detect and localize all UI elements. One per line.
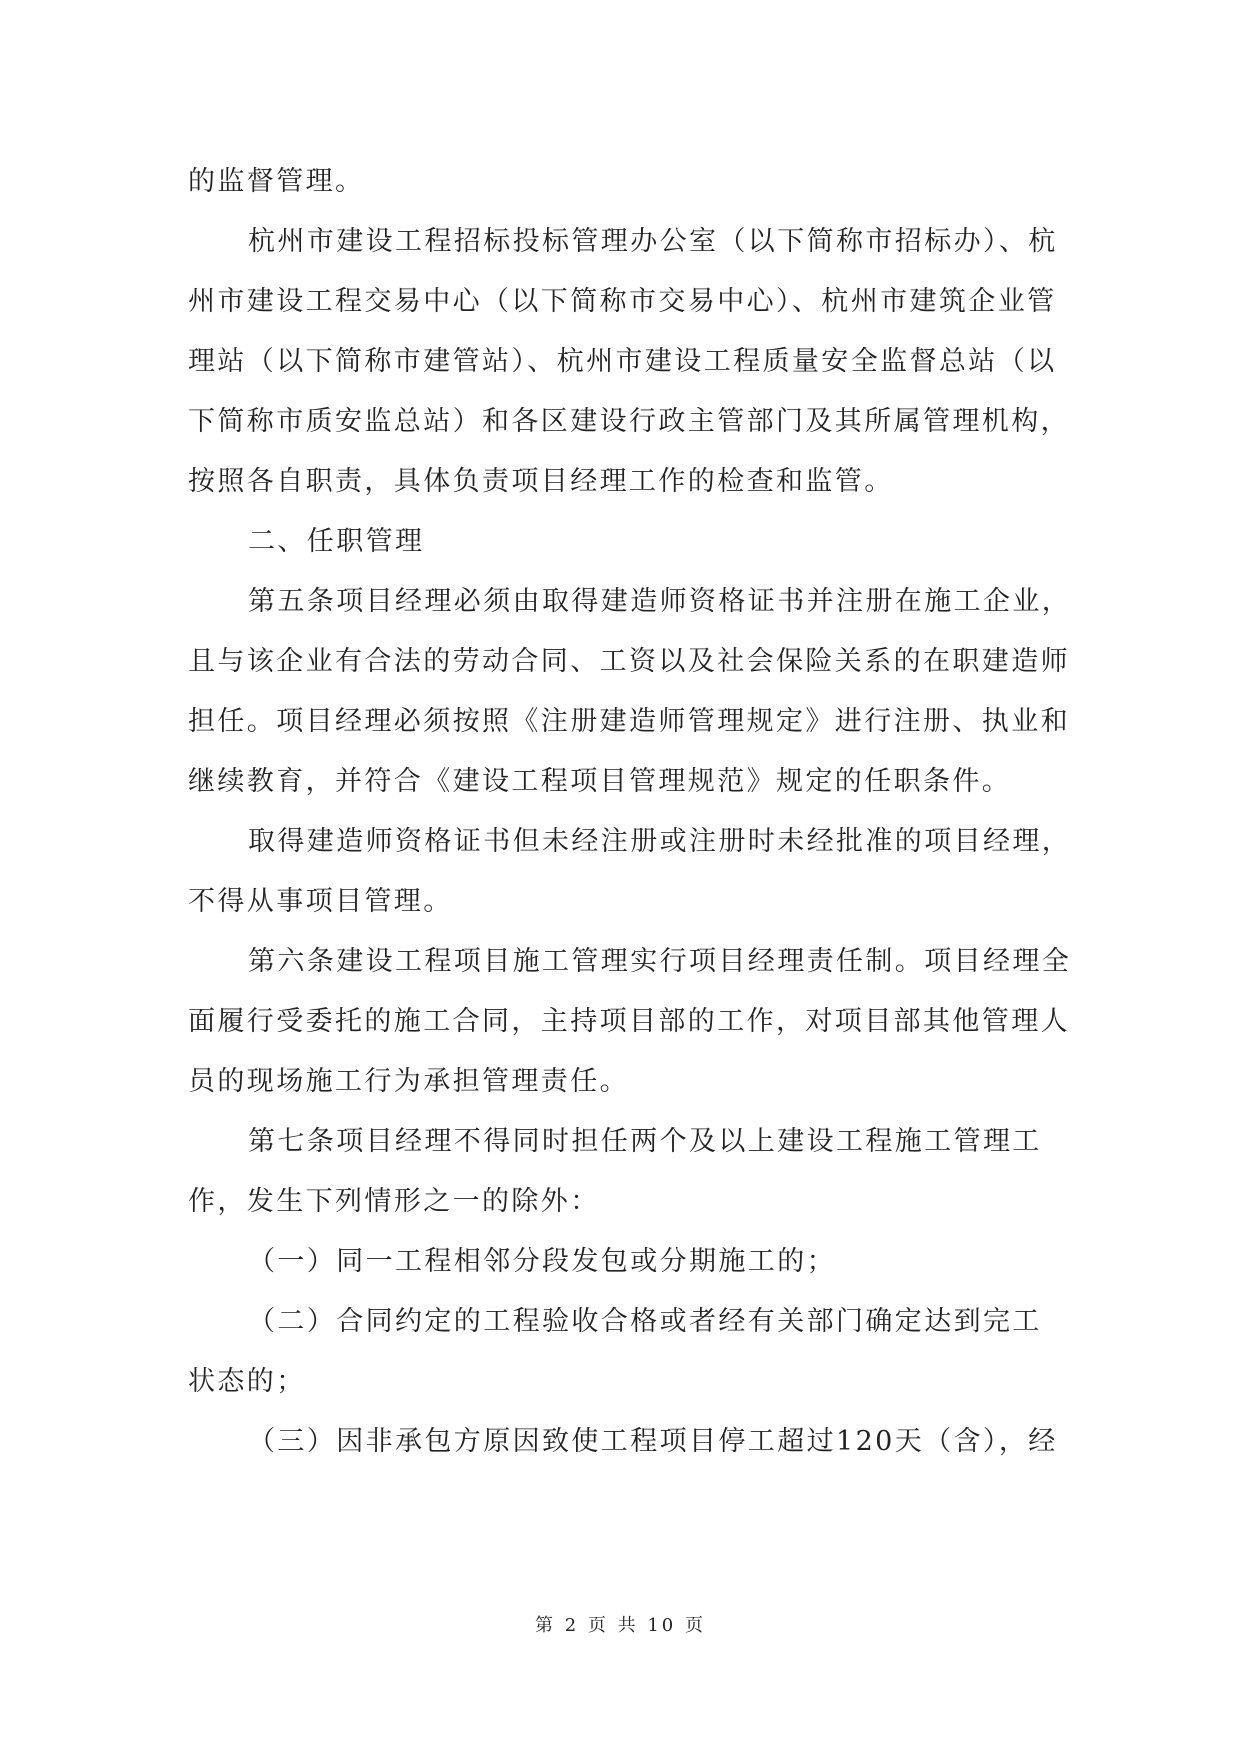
article-7-line-2: 作，发生下列情形之一的除外： — [188, 1186, 600, 1217]
paragraph-line-6: 按照各自职责，具体负责项目经理工作的检查和监管。 — [188, 466, 894, 497]
paragraph-line-2: 杭州市建设工程招标投标管理办公室（以下简称市招标办）、杭 — [248, 226, 1058, 257]
list-item-2-line-2: 状态的； — [188, 1366, 306, 1397]
section-heading: 二、任职管理 — [248, 526, 425, 557]
list-item-3-line-1: （三）因非承包方原因致使工程项目停工超过120天（含），经 — [248, 1426, 1058, 1457]
list-item-1: （一）同一工程相邻分段发包或分期施工的； — [248, 1246, 836, 1277]
page-number-footer: 第 2 页 共 10 页 — [535, 1615, 706, 1636]
text-line-1: 的监督管理。 — [188, 166, 365, 197]
paragraph-line-4: 理站（以下简称市建管站）、杭州市建设工程质量安全监督总站（以 — [188, 346, 1057, 377]
document-body — [188, 152, 1072, 1472]
article-7-line-1: 第七条项目经理不得同时担任两个及以上建设工程施工管理工 — [248, 1126, 1042, 1157]
paragraph-registration-line-1: 取得建造师资格证书但未经注册或注册时未经批准的项目经理， — [248, 826, 1072, 857]
article-6-line-3: 员的现场施工行为承担管理责任。 — [188, 1066, 629, 1097]
paragraph-line-5: 下简称市质安监总站）和各区建设行政主管部门及其所属管理机构， — [188, 406, 1070, 437]
paragraph-registration-line-2: 不得从事项目管理。 — [188, 886, 453, 917]
article-5-line-2: 且与该企业有合法的劳动合同、工资以及社会保险关系的在职建造师 — [188, 646, 1070, 677]
article-6-line-1: 第六条建设工程项目施工管理实行项目经理责任制。项目经理全 — [248, 946, 1072, 977]
paragraph-line-3: 州市建设工程交易中心（以下简称市交易中心）、杭州市建筑企业管 — [188, 286, 1057, 317]
list-item-2-line-1: （二）合同约定的工程验收合格或者经有关部门确定达到完工 — [248, 1306, 1042, 1337]
article-6-line-2: 面履行受委托的施工合同，主持项目部的工作，对项目部其他管理人 — [188, 1006, 1070, 1037]
article-5-line-4: 继续教育，并符合《建设工程项目管理规范》规定的任职条件。 — [188, 766, 1012, 797]
article-5-line-1: 第五条项目经理必须由取得建造师资格证书并注册在施工企业， — [248, 586, 1072, 617]
article-5-line-3: 担任。项目经理必须按照《注册建造师管理规定》进行注册、执业和 — [188, 706, 1070, 737]
